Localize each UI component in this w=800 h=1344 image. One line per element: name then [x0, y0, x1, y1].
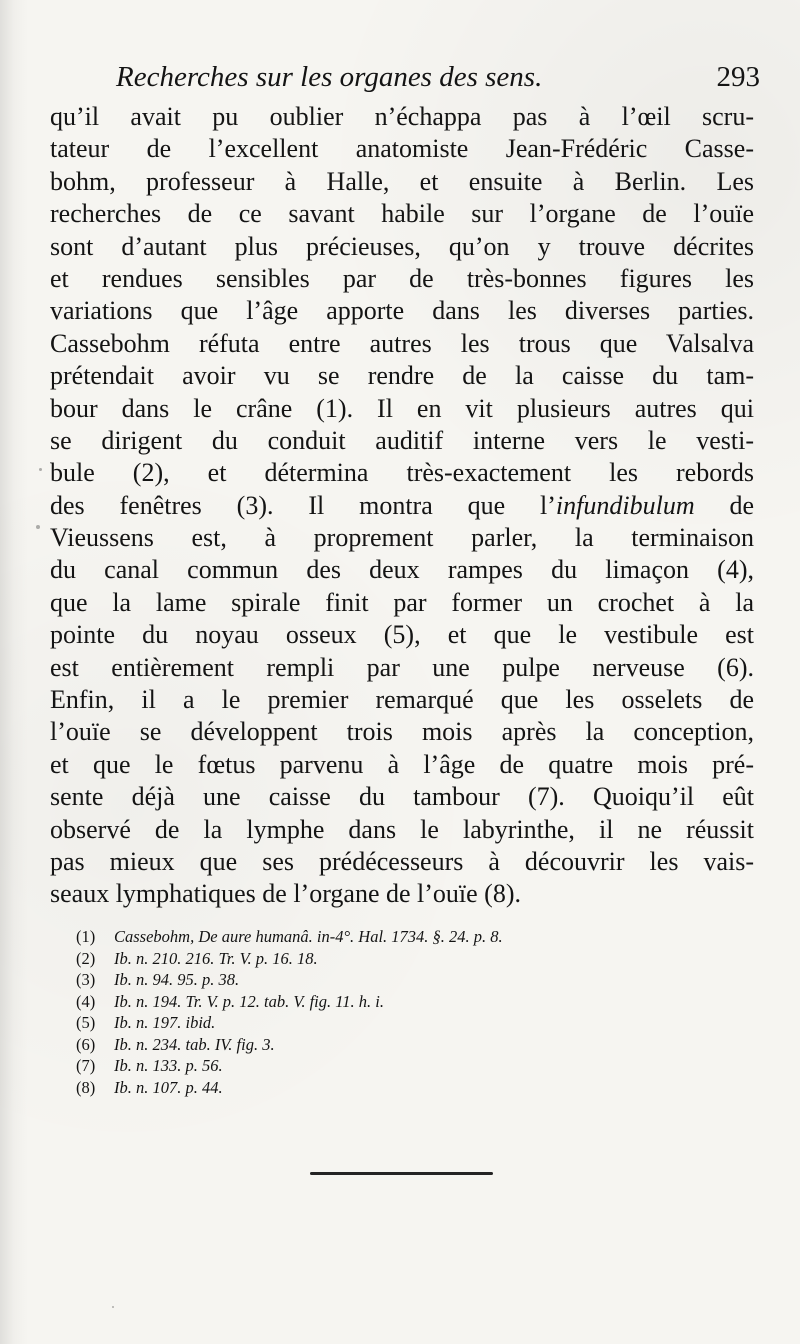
- body-line-11: se dirigent du conduit auditif interne vers le vesti-: [50, 425, 754, 455]
- page-number: 293: [716, 61, 760, 93]
- body-line-6: et rendues sensibles par de très-bonnes figures les: [50, 263, 754, 293]
- footnote-1: [76, 926, 716, 948]
- body-line-2: tateur de l’excellent anatomiste Jean-Frédéric Casse-: [50, 134, 754, 164]
- body-line-9: prétendait avoir vu se rendre de la caisse du tam-: [50, 361, 754, 391]
- body-line-13-after: de: [694, 490, 755, 520]
- footnote-2: [76, 948, 716, 970]
- section-separator-rule: [310, 1172, 493, 1175]
- body-line-25: seaux lymphatiques de l’organe de l’ouïe (8).: [50, 879, 521, 909]
- footnotes: [76, 926, 716, 1098]
- body-line-5: sont d’autant plus précieuses, qu’on y trouve décrites: [50, 231, 754, 261]
- body-line-22: sente déjà une caisse du tambour (7). Quoiqu’il eût: [50, 782, 754, 812]
- body-line-19: Enfin, il a le premier remarqué que les osselets de: [50, 685, 754, 715]
- body-line-20: l’ouïe se développent trois mois après la conception,: [50, 717, 754, 747]
- italic-term-infundibulum: infundibulum: [555, 490, 695, 520]
- footnote-7: [76, 1055, 716, 1077]
- footnote-marker-7: (7): [76, 1056, 96, 1075]
- body-line-7: variations que l’âge apporte dans les diverses parties.: [50, 296, 754, 326]
- body-text: [50, 101, 754, 911]
- footnote-marker-5: (5): [76, 1013, 96, 1032]
- footnote-text-6: Ib. n. 234. tab. IV. fig. 3.: [114, 1034, 275, 1054]
- body-line-24: pas mieux que ses prédécesseurs à découvrir les vais-: [50, 846, 754, 876]
- footnote-text-3: Ib. n. 94. 95. p. 38.: [114, 970, 240, 989]
- footnote-marker-6: (6): [76, 1034, 96, 1054]
- footnote-4: [76, 991, 716, 1013]
- footnote-text-5: Ib. n. 197. ibid.: [114, 1013, 216, 1032]
- body-line-17: pointe du noyau osseux (5), et que le vestibule est: [50, 620, 754, 650]
- running-title: Recherches sur les organes des sens.: [116, 61, 543, 93]
- body-line-8: Cassebohm réfuta entre autres les trous que Valsalva: [50, 328, 754, 358]
- body-line-15: du canal commun des deux rampes du limaçon (4),: [50, 555, 754, 585]
- footnote-marker-3: (3): [76, 970, 96, 989]
- footnote-8: [76, 1077, 716, 1099]
- page-gutter-shadow: [0, 0, 28, 1344]
- footnote-marker-4: (4): [76, 991, 96, 1011]
- footnote-6: [76, 1034, 716, 1056]
- body-line-4: recherches de ce savant habile sur l’organe de l’ouïe: [50, 199, 754, 229]
- footnote-text-1: Cassebohm, De aure humanâ. in-4°. Hal. 1734. §. 24. p. 8.: [114, 927, 503, 946]
- body-line-23: observé de la lymphe dans le labyrinthe, il ne réussit: [50, 814, 754, 844]
- footnote-marker-1: (1): [76, 927, 96, 946]
- footnote-marker-2: (2): [76, 948, 96, 968]
- running-header: [110, 58, 760, 96]
- footnote-text-8: Ib. n. 107. p. 44.: [114, 1077, 223, 1097]
- body-line-3: bohm, professeur à Halle, et ensuite à Berlin. Les: [50, 166, 754, 196]
- body-line-16: que la lame spirale finit par former un crochet à la: [50, 587, 754, 617]
- body-line-18: est entièrement rempli par une pulpe nerveuse (6).: [50, 652, 754, 682]
- ink-speck: [39, 468, 42, 471]
- footnote-marker-8: (8): [76, 1077, 96, 1097]
- body-line-13: [50, 490, 754, 522]
- ink-speck: [36, 525, 40, 529]
- body-line-1: qu’il avait pu oublier n’échappa pas à l’œil scru-: [50, 102, 754, 131]
- body-line-10: bour dans le crâne (1). Il en vit plusieurs autres qui: [50, 393, 754, 423]
- body-line-21: et que le fœtus parvenu à l’âge de quatre mois pré-: [50, 749, 754, 779]
- footnote-text-4: Ib. n. 194. Tr. V. p. 12. tab. V. fig. 11. h. i.: [114, 991, 384, 1011]
- body-line-12: bule (2), et détermina très-exactement les rebords: [50, 458, 754, 488]
- footnote-text-7: Ib. n. 133. p. 56.: [114, 1056, 223, 1075]
- body-line-13-before: des fenêtres (3). Il montra que l’: [50, 490, 556, 520]
- ink-speck: [112, 1306, 114, 1308]
- footnote-text-2: Ib. n. 210. 216. Tr. V. p. 16. 18.: [114, 948, 318, 968]
- footnote-5: [76, 1012, 716, 1034]
- body-line-14: Vieussens est, à proprement parler, la terminaison: [50, 523, 754, 553]
- footnote-3: [76, 969, 716, 991]
